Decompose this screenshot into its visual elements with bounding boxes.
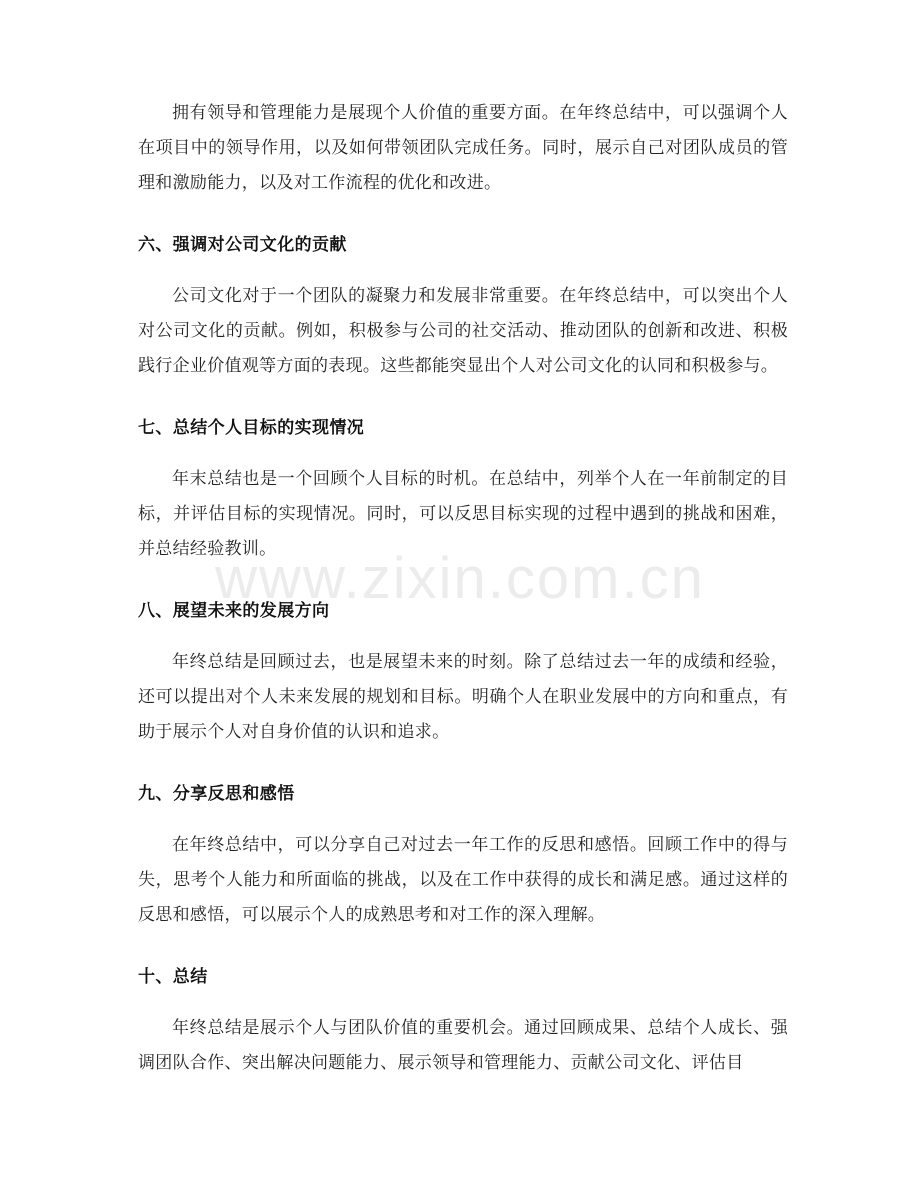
paragraph-leadership: 拥有领导和管理能力是展现个人价值的重要方面。在年终总结中，可以强调个人在项目中的领导作用，以及如何带领团队完成任务。同时，展示自己对团队成员的管理和激励能力，以及对工作流程的优化和改进。 bbox=[138, 103, 788, 193]
spacer bbox=[138, 812, 788, 828]
spacer bbox=[138, 384, 788, 411]
section-heading-9: 九、分享反思和感悟 bbox=[138, 784, 295, 804]
section-heading-6: 六、强调对公司文化的贡献 bbox=[138, 235, 347, 255]
watermark-text: www.zixin.com.cn bbox=[215, 546, 705, 611]
paragraph-personal-goals: 年末总结也是一个回顾个人目标的时机。在总结中，列举个人在一年前制定的目标，并评估目标的实现情况。同时，可以反思目标实现的过程中遇到的挑战和困难，并总结经验教训。 bbox=[138, 469, 788, 559]
paragraph-company-culture: 公司文化对于一个团队的凝聚力和发展非常重要。在年终总结中，可以突出个人对公司文化的贡献。例如，积极参与公司的社交活动、推动团队的创新和改进、积极践行企业价值观等方面的表现。这些都能突显出个人对公司文化的认同和积极参与。 bbox=[138, 286, 788, 376]
paragraph-reflection: 在年终总结中，可以分享自己对过去一年工作的反思和感悟。回顾工作中的得与失，思考个人能力和所面临的挑战，以及在工作中获得的成长和满足感。通过这样的反思和感悟，可以展示个人的成熟思考和对工作的深入理解。 bbox=[138, 835, 788, 925]
spacer bbox=[138, 446, 788, 462]
section-heading-7: 七、总结个人目标的实现情况 bbox=[138, 418, 365, 438]
section-heading-10: 十、总结 bbox=[138, 967, 208, 987]
section-heading-8: 八、展望未来的发展方向 bbox=[138, 601, 330, 621]
spacer bbox=[138, 750, 788, 777]
spacer bbox=[138, 933, 788, 960]
spacer bbox=[138, 263, 788, 279]
spacer bbox=[138, 629, 788, 645]
paragraph-future-direction: 年终总结是回顾过去，也是展望未来的时刻。除了总结过去一年的成绩和经验，还可以提出对个人未来发展的规划和目标。明确个人在职业发展中的方向和重点，有助于展示个人对自身价值的认识和追求。 bbox=[138, 652, 788, 742]
document-body bbox=[138, 96, 788, 1081]
spacer bbox=[138, 201, 788, 228]
paragraph-summary: 年终总结是展示个人与团队价值的重要机会。通过回顾成果、总结个人成长、强调团队合作、突出解决问题能力、展示领导和管理能力、贡献公司文化、评估目 bbox=[138, 1018, 788, 1073]
spacer bbox=[138, 567, 788, 594]
spacer bbox=[138, 995, 788, 1011]
